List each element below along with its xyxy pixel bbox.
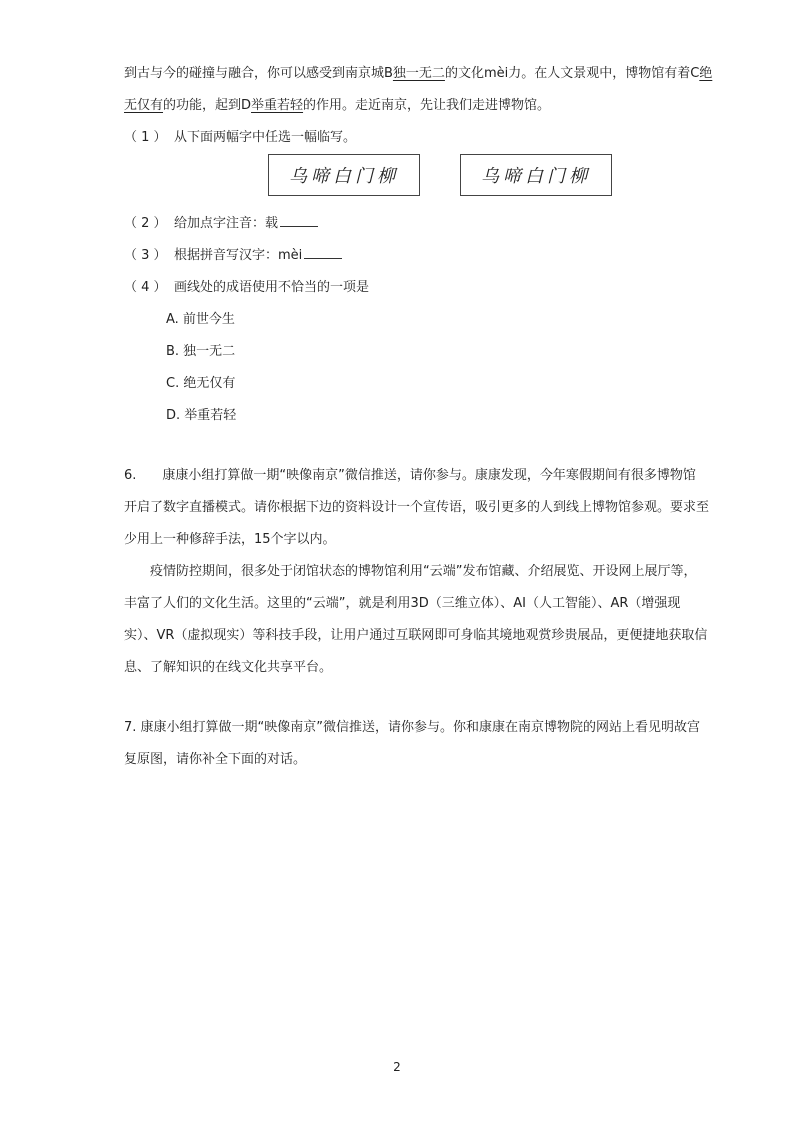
option-b: B. 独一无二 [166, 344, 236, 359]
question-6-line-3: 少用上一种修辞手法，15个字以内。 [124, 532, 336, 547]
underlined-idiom-c-start: 绝 [699, 66, 713, 81]
passage-text: 的功能，起到D [163, 98, 252, 113]
question-index: （ 3 ） [124, 248, 167, 263]
page-number: 2 [393, 1060, 401, 1074]
passage-text: 到古与今的碰撞与融合，你可以感受到南京城B [124, 66, 393, 81]
question-index: （ 1 ） [124, 130, 167, 145]
material-line-1: 疫情防控期间，很多处于闭馆状态的博物馆利用“云端”发布馆藏、介绍展览、开设网上展厅等， [124, 564, 697, 579]
question-1 [124, 128, 356, 148]
option-a: A. 前世今生 [166, 312, 235, 327]
material-line-4: 息、了解知识的在线文化共享平台。 [124, 660, 333, 675]
underlined-idiom-d: 举重若轻 [251, 98, 304, 113]
question-text: 从下面两幅字中任选一幅临写。 [174, 130, 357, 145]
underlined-idiom-b: 独一无二 [392, 66, 445, 81]
underlined-idiom-c-end: 无仅有 [124, 98, 164, 113]
question-7-line-1: 7. 康康小组打算做一期“映像南京”微信推送，请你参与。你和康康在南京博物院的网站上看见明故宫 [124, 720, 701, 735]
question-text: 画线处的成语使用不恰当的一项是 [174, 280, 370, 295]
question-3 [124, 246, 342, 266]
question-index: （ 4 ） [124, 280, 167, 295]
calligraphy-sample-left [268, 154, 420, 196]
question-6-line-1: 6. 康康小组打算做一期“映像南京”微信推送，请你参与。康康发现，今年寒假期间有很多博物馆 [124, 468, 696, 483]
question-6-line-2: 开启了数字直播模式。请你根据下边的资料设计一个宣传语，吸引更多的人到线上博物馆参观。要求至 [124, 500, 710, 515]
calligraphy-sample-right [460, 154, 612, 196]
question-text: 给加点字注音：载 [174, 216, 279, 231]
material-line-2: 丰富了人们的文化生活。这里的“云端”，就是利用3D（三维立体）、AI（人工智能）、AR（增强现 [124, 596, 681, 611]
calligraphy-text: 乌啼白门柳 [481, 166, 591, 187]
question-2 [124, 214, 318, 234]
passage-line-1 [124, 64, 712, 84]
calligraphy-text: 乌啼白门柳 [289, 166, 399, 187]
option-c: C. 绝无仅有 [166, 376, 236, 391]
answer-blank[interactable] [280, 214, 318, 227]
passage-text: 的作用。走近南京，先让我们走进博物馆。 [303, 98, 551, 113]
passage-line-2 [124, 96, 550, 116]
answer-blank[interactable] [304, 246, 342, 259]
material-line-3: 实）、VR（虚拟现实）等科技手段，让用户通过互联网即可身临其境地观赏珍贵展品，更便捷地获取信 [124, 628, 708, 643]
question-4 [124, 278, 369, 298]
question-7-line-2: 复原图，请你补全下面的对话。 [124, 752, 307, 767]
question-text: 根据拼音写汉字：mèi [174, 248, 303, 263]
passage-text: 的文化mèi力。在人文景观中，博物馆有着C [444, 66, 700, 81]
option-d: D. 举重若轻 [166, 408, 237, 423]
question-index: （ 2 ） [124, 216, 167, 231]
